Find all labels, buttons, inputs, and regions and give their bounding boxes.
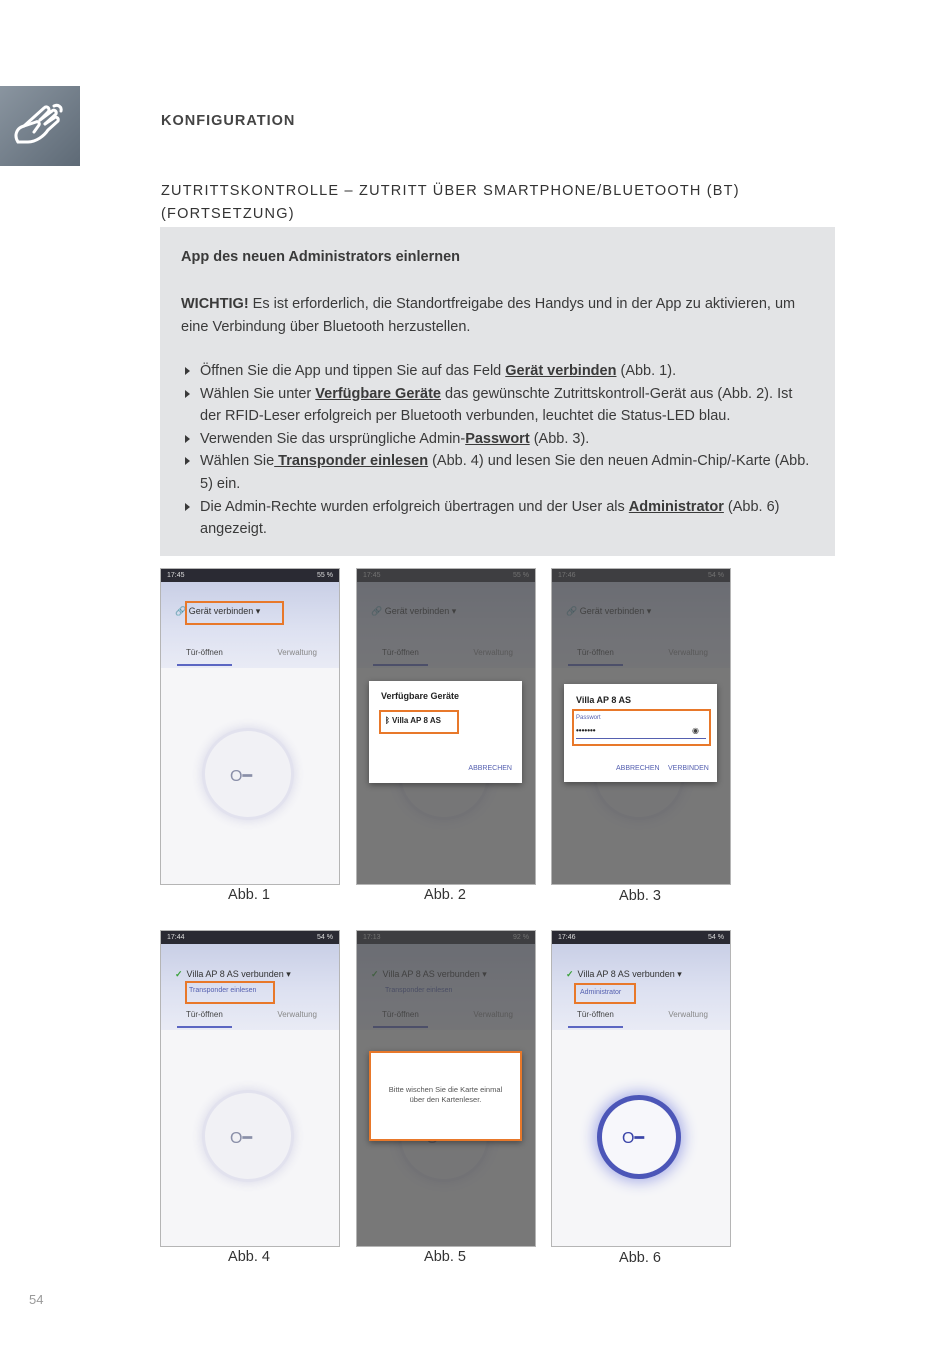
status-bar: 17:44 54 % xyxy=(161,931,339,944)
password-dialog: Villa AP 8 AS Passwort ••••••• ◉ ABBRECHEN VERBINDEN xyxy=(564,684,717,782)
list-item: Öffnen Sie die App und tippen Sie auf das Feld Gerät verbinden (Abb. 1). xyxy=(181,360,816,383)
list-item: Wählen Sie unter Verfügbare Geräte das gewünschte Zutrittskontroll-Gerät aus (Abb. 2). Ist der RFID-Leser erfolgreich per Bluetooth verbunden, leuchtet die Status-LED blau. xyxy=(181,383,816,428)
highlight-frame xyxy=(369,1051,522,1141)
key-icon: O━ xyxy=(230,768,253,785)
highlight-frame xyxy=(185,601,284,625)
screenshot-abb-2 xyxy=(356,568,536,885)
page-subtitle xyxy=(161,180,801,226)
highlight-frame xyxy=(572,709,711,746)
page-number: 54 xyxy=(29,1292,44,1307)
bullet-arrow-icon xyxy=(185,435,190,443)
status-bar: 17:46 54 % xyxy=(552,931,730,944)
cancel-button: ABBRECHEN xyxy=(468,765,512,772)
screenshot-abb-6: 17:46 54 % ✓ Villa AP 8 AS verbunden ▾ Administrator Tür-öffnen Verwaltung O━ xyxy=(551,930,731,1247)
step-emphasis: Gerät verbinden xyxy=(505,363,617,379)
administrator-label: Administrator xyxy=(580,989,622,996)
key-icon: O━ xyxy=(622,1130,645,1147)
important-label: WICHTIG! xyxy=(181,296,249,312)
bullet-arrow-icon xyxy=(185,503,190,511)
list-item: Die Admin-Rechte wurden erfolgreich übertragen und der User als Administrator (Abb. 6) angezeigt. xyxy=(181,496,816,541)
step-emphasis: Passwort xyxy=(465,430,530,447)
device-item: ᛒ Villa AP 8 AS xyxy=(385,716,441,725)
bluetooth-icon: ᛒ xyxy=(385,716,393,725)
unlock-button xyxy=(205,1093,291,1179)
unlock-button xyxy=(205,731,291,817)
bullet-arrow-icon xyxy=(185,390,190,398)
chapter-tab xyxy=(0,86,80,166)
instruction-box xyxy=(160,227,835,556)
screenshot-abb-4: 17:44 54 % ✓ Villa AP 8 AS verbunden ▾ Transponder einlesen Tür-öffnen Verwaltung O━ xyxy=(160,930,340,1247)
key-icon: O━ xyxy=(230,1130,253,1147)
check-icon: ✓ xyxy=(566,969,574,979)
status-bar: 17:45 55 % xyxy=(161,569,339,582)
figure-caption: Abb. 5 xyxy=(424,1249,466,1265)
figure-caption: Abb. 1 xyxy=(228,887,270,903)
connected-device-field: ✓ Villa AP 8 AS verbunden ▾ xyxy=(566,969,682,979)
connected-device-field: ✓ Villa AP 8 AS verbunden ▾ xyxy=(175,969,291,979)
link-icon: 🔗 xyxy=(175,606,189,616)
cancel-button: ABBRECHEN xyxy=(616,765,660,772)
highlight-frame xyxy=(185,981,275,1004)
figure-caption: Abb. 2 xyxy=(424,887,466,903)
touch-hand-icon xyxy=(10,98,68,154)
step-emphasis: Transponder einlesen xyxy=(274,453,429,470)
section-title: KONFIGURATION xyxy=(161,113,296,129)
step-emphasis: Administrator xyxy=(628,498,724,515)
connect-device-field: 🔗 Gerät verbinden ▾ xyxy=(175,606,261,616)
figure-caption: Abb. 4 xyxy=(228,1249,270,1265)
connect-button: VERBINDEN xyxy=(668,765,709,772)
eye-icon: ◉ xyxy=(692,726,699,735)
box-heading: App des neuen Administrators einlernen xyxy=(181,249,461,265)
screenshot-abb-1: 17:45 55 % 🔗 Gerät verbinden ▾ Tür-öffnen Verwaltung O━ xyxy=(160,568,340,885)
subtitle-line-1: ZUTRITTSKONTROLLE – ZUTRITT ÜBER SMARTPHONE/BLUETOOTH (BT) xyxy=(161,183,740,199)
active-tab-indicator xyxy=(177,1026,232,1028)
available-devices-dialog: Verfügbare Geräte ᛒ Villa AP 8 AS ABBRECHEN xyxy=(369,681,522,783)
swipe-card-dialog: Bitte wischen Sie die Karte einmal über den Kartenleser. xyxy=(369,1051,522,1141)
list-item: Verwenden Sie das ursprüngliche Admin-Passwort (Abb. 3). xyxy=(181,428,816,451)
step-emphasis: Verfügbare Geräte xyxy=(315,385,441,402)
unlock-button xyxy=(602,1100,676,1174)
figure-caption: Abb. 3 xyxy=(619,888,661,904)
active-tab-indicator xyxy=(177,664,232,666)
important-note xyxy=(181,293,816,339)
important-text: Es ist erforderlich, die Standortfreigabe des Handys und in der App zu aktivieren, um eine Verbindung über Bluetooth herzustellen. xyxy=(181,296,796,335)
step-list xyxy=(181,360,816,541)
check-icon: ✓ xyxy=(175,969,183,979)
screenshot-abb-3 xyxy=(551,568,731,885)
highlight-frame xyxy=(574,983,636,1004)
bullet-arrow-icon xyxy=(185,457,190,465)
list-item: Wählen Sie Transponder einlesen (Abb. 4) und lesen Sie den neuen Admin-Chip/-Karte (Abb. 5) ein. xyxy=(181,450,816,495)
active-tab-indicator xyxy=(568,1026,623,1028)
subtitle-line-2: (FORTSETZUNG) xyxy=(161,206,295,222)
highlight-frame xyxy=(379,710,459,734)
transponder-read-link: Transponder einlesen xyxy=(189,987,257,994)
screenshot-abb-5 xyxy=(356,930,536,1247)
figure-caption: Abb. 6 xyxy=(619,1250,661,1266)
password-field: ••••••• xyxy=(576,726,596,735)
bullet-arrow-icon xyxy=(185,367,190,375)
